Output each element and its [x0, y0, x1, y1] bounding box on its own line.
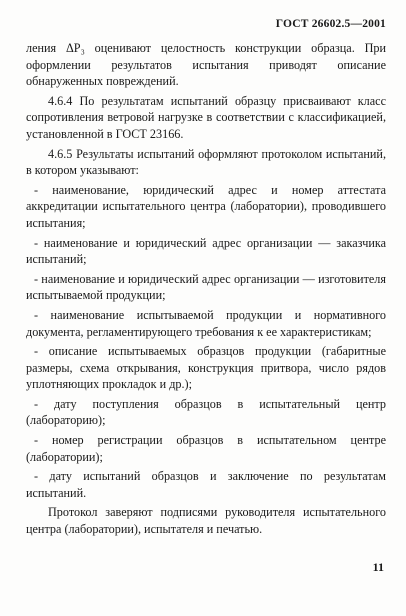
list-item: - наименование и юридический адрес организации — заказчика испытаний; [26, 235, 386, 267]
paragraph-4-6-5: 4.6.5 Результаты испытаний оформляют протоколом испытаний, в котором указывают: [26, 146, 386, 178]
list-item: - дату испытаний образцов и заключение по результатам испытаний. [26, 469, 386, 500]
list-item: - наименование испытываемой продукции и нормативного документа, регламентирующего требования к ее характеристикам; [26, 307, 386, 339]
list-item: - номер регистрации образцов в испытательном центре (лаборатории); [26, 433, 386, 464]
paragraph-4-6-4: 4.6.4 По результатам испытаний образцу присваивают класс сопротивления ветровой нагрузке в соответствии с классификацией, установленной в ГОСТ 23166. [26, 93, 386, 141]
document-body [26, 40, 386, 538]
paragraph-continuation: ления ΔP₃ оценивают целостность конструкции образца. При оформлении результатов испытания приводят описание обнаруженных повреждений. [26, 41, 386, 89]
list-item: - наименование, юридический адрес и номер аттестата аккредитации испытательного центра (лаборатории), проводившего испытания; [26, 182, 386, 230]
paragraph-protocol-signature: Протокол заверяют подписями руководителя испытательного центра (лаборатории), испытателя и печатью. [26, 505, 386, 537]
list-item: - дату поступления образцов в испытательный центр (лабораторию); [26, 396, 386, 428]
standard-header: ГОСТ 26602.5—2001 [275, 18, 386, 30]
list-item: - описание испытываемых образцов продукции (габаритные размеры, схема открывания, конструкция притвора, число рядов уплотняющих прокладок и др.); [26, 344, 386, 392]
page-number: 11 [372, 560, 384, 574]
list-item: - наименование и юридический адрес организации — изготовителя испытываемой продукции; [26, 271, 386, 303]
